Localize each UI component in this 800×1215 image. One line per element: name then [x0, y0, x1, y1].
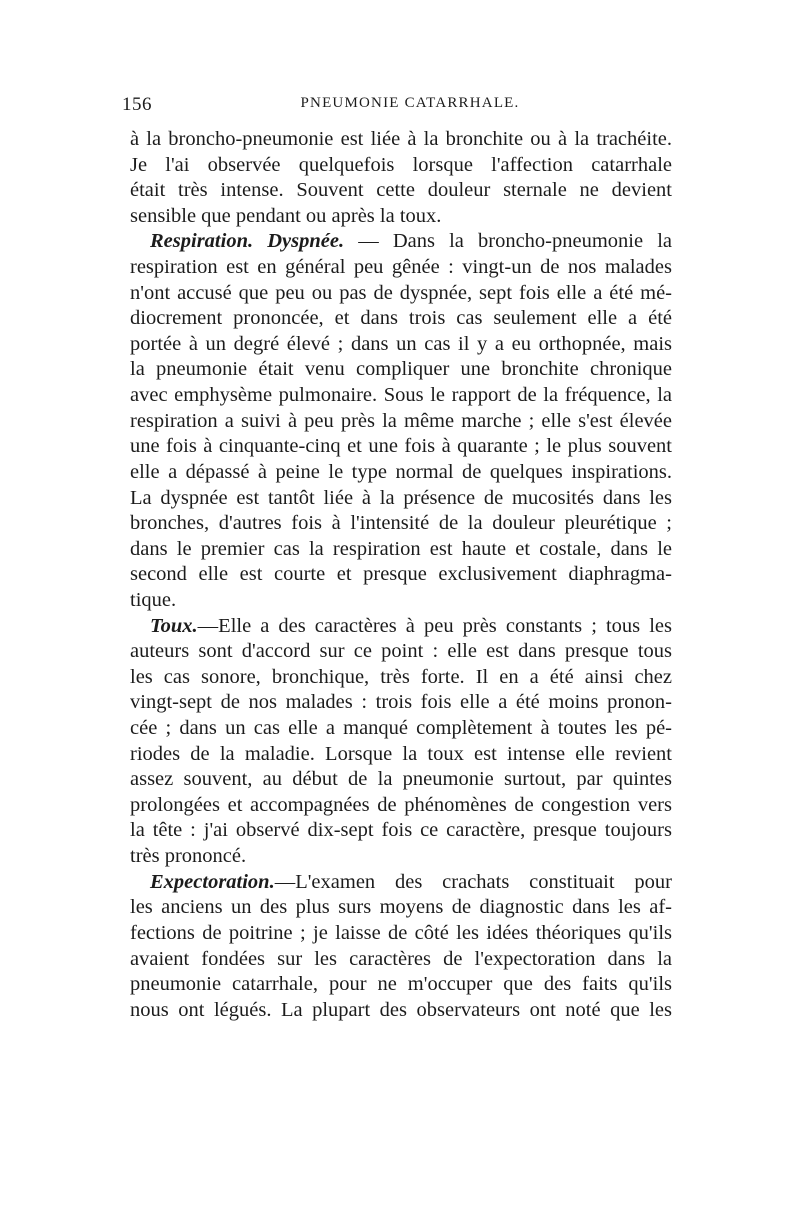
text-line: une fois à cinquante-cinq et une fois à quarante ; le plus souvent	[130, 435, 672, 458]
text-line: les anciens un des plus surs moyens de diagnostic dans les af-	[130, 896, 672, 919]
body-text	[130, 127, 672, 1023]
text-line: second elle est courte et presque exclusivement diaphragma-	[130, 563, 672, 586]
text-line: respiration a suivi à peu près la même marche ; elle s'est élevée	[130, 409, 672, 432]
text-line: les cas sonore, bronchique, très forte. Il en a été ainsi chez	[130, 665, 672, 688]
text-line: très prononcé.	[130, 845, 247, 868]
text-line: bronches, d'autres fois à l'intensité de la douleur pleurétique ;	[130, 512, 672, 535]
section-start-line: Respiration. Dyspnée. — Dans la broncho-pneumonie la	[150, 230, 672, 253]
text-line: n'ont accusé que peu ou pas de dyspnée, sept fois elle a été mé-	[130, 281, 672, 304]
running-title: PNEUMONIE CATARRHALE.	[300, 95, 520, 111]
text-line: auteurs sont d'accord sur ce point : elle est dans presque tous	[130, 640, 672, 663]
text-line: fections de poitrine ; je laisse de côté les idées théoriques qu'ils	[130, 921, 672, 944]
section-start-line: Toux.—Elle a des caractères à peu près constants ; tous les	[150, 614, 672, 637]
text-line: elle a dépassé à peine le type normal de quelques inspirations.	[130, 460, 672, 483]
text-line: pneumonie catarrhale, pour ne m'occuper que des faits qu'ils	[130, 973, 672, 996]
text-line: sensible que pendant ou après la toux.	[130, 204, 442, 227]
text-line: la tête : j'ai observé dix-sept fois ce caractère, presque toujours	[130, 819, 672, 842]
text-line: Je l'ai observée quelquefois lorsque l'affection catarrhale	[130, 153, 672, 176]
text-line: à la broncho-pneumonie est liée à la bronchite ou à la trachéite.	[130, 128, 672, 150]
text-line: prolongées et accompagnées de phénomènes de congestion vers	[130, 793, 672, 816]
text-line: La dyspnée est tantôt liée à la présence de mucosités dans les	[130, 486, 672, 509]
page-number: 156	[122, 94, 152, 115]
text-line: assez souvent, au début de la pneumonie surtout, par quintes	[130, 768, 672, 791]
text-line: avec emphysème pulmonaire. Sous le rapport de la fréquence, la	[130, 384, 672, 407]
text-line: dans le premier cas la respiration est haute et costale, dans le	[130, 537, 672, 560]
text-line: la pneumonie était venu compliquer une bronchite chronique	[130, 358, 672, 381]
text-line: diocrement prononcée, et dans trois cas seulement elle a été	[130, 307, 672, 330]
section-heading: Expectoration.	[150, 870, 275, 893]
text-line: avaient fondées sur les caractères de l'expectoration dans la	[130, 947, 672, 970]
text-line: cée ; dans un cas elle a manqué complètement à toutes les pé-	[130, 717, 672, 740]
text-line: était très intense. Souvent cette douleur sternale ne devient	[130, 179, 672, 202]
text-line: vingt-sept de nos malades : trois fois elle a été moins pronon-	[130, 691, 672, 714]
section-heading: Respiration. Dyspnée.	[150, 230, 345, 253]
text-line: nous ont légués. La plupart des observateurs ont noté que les	[130, 998, 672, 1021]
text-line: tique.	[130, 588, 177, 611]
text-line: riodes de la maladie. Lorsque la toux est intense elle revient	[130, 742, 672, 765]
text-line: respiration est en général peu gênée : vingt-un de nos malades	[130, 256, 672, 279]
section-start-line: Expectoration.—L'examen des crachats constituait pour	[150, 870, 672, 893]
text-line: portée à un degré élevé ; dans un cas il y a eu orthopnée, mais	[130, 332, 672, 355]
page-header	[122, 94, 678, 118]
section-heading: Toux.	[150, 614, 198, 637]
